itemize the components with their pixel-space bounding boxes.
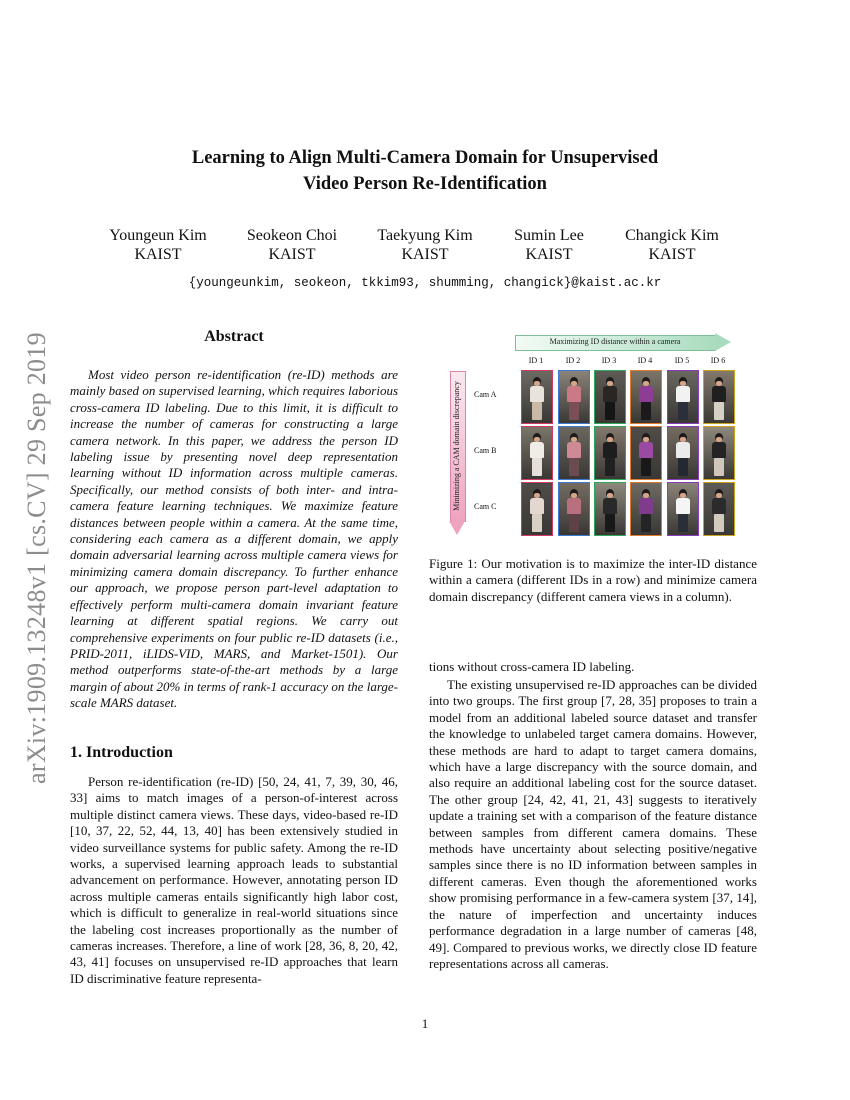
person-image: [630, 482, 662, 536]
person-image: [594, 370, 626, 424]
person-image: [558, 482, 590, 536]
author-affiliation: KAIST: [134, 246, 182, 263]
arxiv-side-stamp: [9, 305, 64, 810]
arrow-right-icon: [715, 333, 731, 351]
person-torso: [676, 386, 690, 402]
id-column-label: ID 5: [674, 356, 690, 365]
abstract-body: Most video person re-identification (re-ID) methods are mainly based on supervised learning, which requires laborious cross-camera ID labeling. Due to this limit, it is difficult to increase the number of cameras for constructing a large camera network. In this paper, we address the person ID labeling issue by presenting novel deep representation learning without ID information across multiple cameras. Specifically, our method consists of both inter- and intra-camera feature learning techniques. We maximize feature distances between people within a camera. At the same time, considering each camera as a different domain, we apply domain adversarial learning across multiple camera views for minimizing camera domain discrepancy. To further enhance our approach, we propose person part-level adaptation to effectively perform multi-camera domain invariant feature learning at different spatial regions. We carry out comprehensive experiments on four public re-ID datasets (i.e., PRID-2011, iLIDS-VID, MARS, and Market-1501). Our method outperforms state-of-the-art methods by a large margin of about 20% in terms of rank-1 accuracy on the large-scale MARS dataset.: [70, 367, 398, 711]
person-legs: [678, 458, 688, 476]
page-number: 1: [421, 1016, 429, 1031]
intro-heading: 1. Introduction: [70, 744, 173, 761]
person-legs: [532, 458, 542, 476]
person-legs: [678, 402, 688, 420]
author-name: Taekyung Kim: [377, 227, 473, 244]
author-emails: {youngeunkim, seokeon, tkkim93, shumming, changick}@kaist.ac.kr: [188, 276, 662, 290]
cam-row-label: Cam B: [474, 446, 497, 455]
person-torso: [639, 498, 653, 514]
person-torso: [567, 442, 581, 458]
author-affiliation: KAIST: [268, 246, 316, 263]
person-torso: [712, 442, 726, 458]
person-image: [703, 426, 735, 480]
person-torso: [530, 498, 544, 514]
person-image: [558, 426, 590, 480]
author-name: Youngeun Kim: [109, 227, 207, 244]
author-affiliation: KAIST: [525, 246, 573, 263]
person-legs: [714, 458, 724, 476]
person-image: [521, 482, 553, 536]
right-column-paragraph: The existing unsupervised re-ID approaches can be divided into two groups. The first group [7, 28, 35] proposes to train a model from an additional labeled source dataset and transfer the knowledge to unlabeled target camera domains. However, these methods are hard to adapt to target camera domains, which have a large discrepancy with the source domain, and also require an additional labeling cost for the source dataset. The other group [24, 42, 41, 21, 43] suggests to iteratively update a training set with a comparison of the feature distance between samples from different camera domains. These methods have uncertainty about selecting positive/negative samples since there is no ID information between samples in different cameras. Even though the aforementioned works show promising performance in a few-camera system [37, 14], the nature of imperfection and uncertainty induces performance degradation in a large number of cameras [48, 49]. Compared to previous works, we directly close ID feature representations across all cameras.: [429, 677, 757, 971]
title-line-2: Video Person Re-Identification: [303, 174, 547, 194]
person-torso: [567, 498, 581, 514]
arrow-down-icon: [449, 521, 465, 535]
author-affiliation: KAIST: [401, 246, 449, 263]
person-legs: [641, 402, 651, 420]
author-affiliation: KAIST: [648, 246, 696, 263]
author-block: [614, 226, 730, 264]
maximize-arrow: [515, 333, 733, 351]
arxiv-stamp-text: arXiv:1909.13248v1 [cs.CV] 29 Sep 2019: [21, 331, 51, 784]
person-torso: [639, 386, 653, 402]
author-block: [499, 226, 599, 264]
author-block: [234, 226, 350, 264]
person-image: [558, 370, 590, 424]
figure-1: [448, 333, 748, 543]
person-image: [703, 482, 735, 536]
cam-row-label: Cam C: [474, 502, 497, 511]
person-image: [667, 482, 699, 536]
person-legs: [605, 458, 615, 476]
person-legs: [569, 402, 579, 420]
person-torso: [603, 498, 617, 514]
maximize-arrow-label: Maximizing ID distance within a camera: [549, 337, 681, 346]
id-column-label: ID 2: [565, 356, 581, 365]
person-torso: [603, 442, 617, 458]
person-torso: [530, 386, 544, 402]
person-image: [703, 370, 735, 424]
person-image: [521, 370, 553, 424]
person-legs: [532, 402, 542, 420]
person-image: [630, 370, 662, 424]
abstract-heading: Abstract: [204, 328, 264, 345]
person-legs: [569, 514, 579, 532]
author-block: [100, 226, 216, 264]
person-torso: [676, 442, 690, 458]
person-image: [594, 482, 626, 536]
paper-title: [100, 145, 750, 197]
minimize-arrow-label: Minimizing a CAM domain discrepancy: [452, 381, 461, 511]
intro-paragraph: Person re-identification (re-ID) [50, 24, 41, 7, 39, 30, 46, 33] aims to match images of a person-of-interest across multiple distinct camera views. These days, video-based re-ID [10, 37, 22, 52, 44, 13, 40] has been extensively studied in video surveillance systems for public safety. Among the re-ID works, a supervised learning approach leads to substantial advancement on performance. However, annotating person ID across multiple cameras entails significantly high labor cost, which is difficult to generalize in real-world situations since the labeling cost increases proportionally as the number of cameras increases. Therefore, a line of work [28, 36, 8, 20, 42, 43, 41] focuses on unsupervised re-ID approaches that learn ID discriminative feature representa-: [70, 774, 398, 986]
person-image: [667, 426, 699, 480]
author-block: [367, 226, 483, 264]
person-image: [630, 426, 662, 480]
person-legs: [641, 458, 651, 476]
person-torso: [530, 442, 544, 458]
person-legs: [714, 402, 724, 420]
title-line-1: Learning to Align Multi-Camera Domain for Unsupervised: [191, 148, 659, 168]
person-legs: [532, 514, 542, 532]
person-legs: [605, 514, 615, 532]
person-legs: [569, 458, 579, 476]
person-torso: [603, 386, 617, 402]
id-column-label: ID 1: [528, 356, 544, 365]
person-legs: [641, 514, 651, 532]
minimize-arrow: [449, 371, 465, 537]
author-name: Changick Kim: [625, 227, 719, 244]
figure-caption: Figure 1: Our motivation is to maximize the inter-ID distance within a camera (different IDs in a row) and minimize camera domain discrepancy (different camera views in a column).: [429, 556, 757, 604]
person-image: [521, 426, 553, 480]
person-legs: [605, 402, 615, 420]
author-name: Seokeon Choi: [246, 227, 338, 244]
person-legs: [678, 514, 688, 532]
id-column-label: ID 3: [601, 356, 617, 365]
id-column-label: ID 6: [710, 356, 726, 365]
person-torso: [567, 386, 581, 402]
person-legs: [714, 514, 724, 532]
person-torso: [712, 386, 726, 402]
person-image: [594, 426, 626, 480]
right-column-continuation: tions without cross-camera ID labeling.: [429, 659, 635, 674]
person-image: [667, 370, 699, 424]
id-column-label: ID 4: [637, 356, 653, 365]
person-torso: [712, 498, 726, 514]
person-torso: [639, 442, 653, 458]
author-name: Sumin Lee: [514, 227, 584, 244]
person-torso: [676, 498, 690, 514]
cam-row-label: Cam A: [474, 390, 497, 399]
